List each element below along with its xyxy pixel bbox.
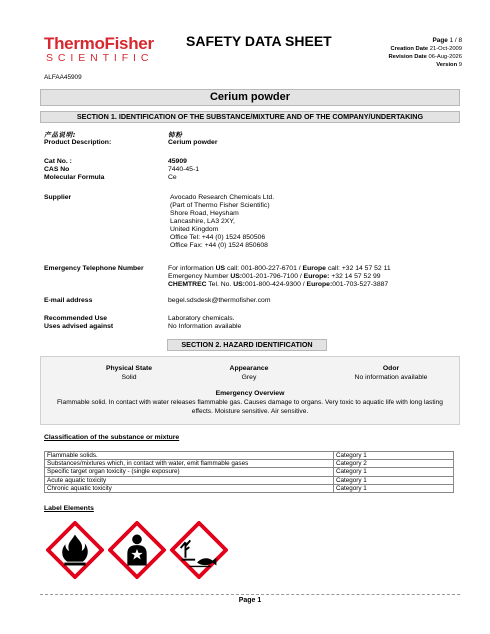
emergency-phone-label: Emergency Telephone Number bbox=[44, 265, 144, 272]
supplier-label: Supplier bbox=[44, 194, 72, 201]
cat-no-value: 45909 bbox=[168, 158, 187, 165]
physical-state bbox=[85, 365, 173, 382]
thermofisher-logo: ThermoFisher bbox=[44, 34, 154, 53]
recommended-use-value: Laboratory chemicals. bbox=[168, 315, 235, 322]
emergency-overview-heading: Emergency Overview bbox=[215, 390, 285, 397]
uses-advised-against-value: No Information available bbox=[168, 323, 242, 330]
appearance-label: Appearance bbox=[229, 365, 269, 372]
molecular-formula-value: Ce bbox=[168, 174, 177, 181]
email-value[interactable]: begel.sdsdesk@thermofisher.com bbox=[168, 297, 271, 304]
hazard-class: Acute aquatic toxicity bbox=[45, 476, 334, 484]
odor-label: Odor bbox=[382, 365, 400, 372]
classification-heading: Classification of the substance or mixture bbox=[44, 434, 180, 441]
supplier-line: (Part of Thermo Fisher Scientific) bbox=[170, 202, 270, 209]
emergency-phone-numbers bbox=[168, 265, 391, 289]
table-row bbox=[45, 460, 454, 468]
cat-no-label: Cat No. : bbox=[44, 158, 72, 165]
document-meta bbox=[389, 37, 463, 69]
hazard-category: Category 1 bbox=[334, 468, 454, 476]
hazard-category: Category 2 bbox=[334, 460, 454, 468]
cn-product-label: 产品说明: bbox=[44, 131, 77, 139]
supplier-line: Shore Road, Heysham bbox=[170, 210, 239, 217]
cas-no-label: CAS No bbox=[44, 166, 70, 173]
hazard-class: Chronic aquatic toxicity bbox=[45, 484, 334, 492]
supplier-line: Lancashire, LA3 2XY, bbox=[170, 218, 235, 225]
revision-date-label: Revision Date bbox=[388, 54, 427, 60]
scientific-logo-text: SCIENTIFIC bbox=[46, 52, 154, 64]
page-label: Page bbox=[432, 37, 448, 44]
label-elements-heading: Label Elements bbox=[44, 505, 94, 512]
footer-divider bbox=[40, 594, 460, 595]
physical-state-value: Solid bbox=[121, 373, 137, 381]
cn-product-value: 铈粉 bbox=[168, 131, 183, 139]
cas-no-value: 7440-45-1 bbox=[168, 166, 199, 173]
supplier-line: Office Fax: +44 (0) 1524 850608 bbox=[170, 242, 268, 249]
hazard-class: Specific target organ toxicity - (single exposure) bbox=[45, 468, 334, 476]
table-row bbox=[45, 484, 454, 492]
hazard-class: Substances/mixtures which, in contact with water, emit flammable gases bbox=[45, 460, 334, 468]
hazard-category: Category 1 bbox=[334, 476, 454, 484]
creation-date-label: Creation Date bbox=[390, 46, 429, 52]
hazard-class: Flammable solids. bbox=[45, 452, 334, 460]
version-value: 9 bbox=[458, 62, 462, 68]
table-row bbox=[45, 452, 454, 460]
table-row bbox=[45, 468, 454, 476]
physical-state-label: Physical State bbox=[105, 365, 153, 372]
email-label: E-mail address bbox=[44, 297, 93, 304]
supplier-address bbox=[170, 194, 274, 250]
odor-value: No information available bbox=[354, 373, 428, 381]
emergency-overview-text: Flammable solid. In contact with water releases flammable gas. Causes damage to organs. Very toxic to aquatic life with long lasting effects. Moisture sensitive. Air sensitive. bbox=[57, 399, 443, 415]
molecular-formula-label: Molecular Formula bbox=[44, 174, 105, 181]
document-id: ALFAA45909 bbox=[44, 74, 82, 81]
classification-table bbox=[44, 451, 454, 493]
section-2-heading: SECTION 2. HAZARD IDENTIFICATION bbox=[167, 339, 327, 351]
emergency-line-1: For information US call: 001-800-227-6701 / Europe call: +32 14 57 52 11 bbox=[168, 265, 391, 272]
odor bbox=[338, 365, 444, 382]
uses-advised-against-label: Uses advised against bbox=[44, 323, 114, 330]
supplier-line: Office Tel: +44 (0) 1524 850506 bbox=[170, 234, 266, 241]
document-title: SAFETY DATA SHEET bbox=[186, 33, 332, 49]
supplier-line: United Kingdom bbox=[170, 226, 219, 233]
revision-date-value: 06-Aug-2026 bbox=[428, 54, 462, 60]
flame-icon bbox=[46, 521, 104, 579]
product-description-value: Cerium powder bbox=[168, 139, 218, 146]
appearance-value: Grey bbox=[241, 373, 257, 381]
emergency-line-2: Emergency Number US:001-201-796-7100 / Europe: +32 14 57 52 99 bbox=[168, 273, 381, 280]
page-value: 1 / 8 bbox=[449, 37, 462, 44]
recommended-use-label: Recommended Use bbox=[44, 315, 108, 322]
product-title: Cerium powder bbox=[40, 89, 460, 106]
hazard-category: Category 1 bbox=[334, 452, 454, 460]
emergency-line-3: CHEMTREC Tel. No. US:001-800-424-9300 / Europe:001-703-527-3887 bbox=[168, 281, 389, 288]
environment-icon bbox=[170, 521, 228, 579]
section-1-heading: SECTION 1. IDENTIFICATION OF THE SUBSTANCE/MIXTURE AND OF THE COMPANY/UNDERTAKING bbox=[40, 111, 460, 123]
appearance bbox=[205, 365, 293, 382]
page-footer: Page 1 bbox=[238, 597, 262, 604]
health-hazard-icon bbox=[108, 521, 166, 579]
table-row bbox=[45, 476, 454, 484]
version-label: Version bbox=[436, 62, 458, 68]
product-description-label: Product Description: bbox=[44, 139, 112, 146]
hazard-category: Category 1 bbox=[334, 484, 454, 492]
supplier-line: Avocado Research Chemicals Ltd. bbox=[170, 194, 275, 201]
creation-date-value: 21-Oct-2009 bbox=[429, 46, 462, 52]
